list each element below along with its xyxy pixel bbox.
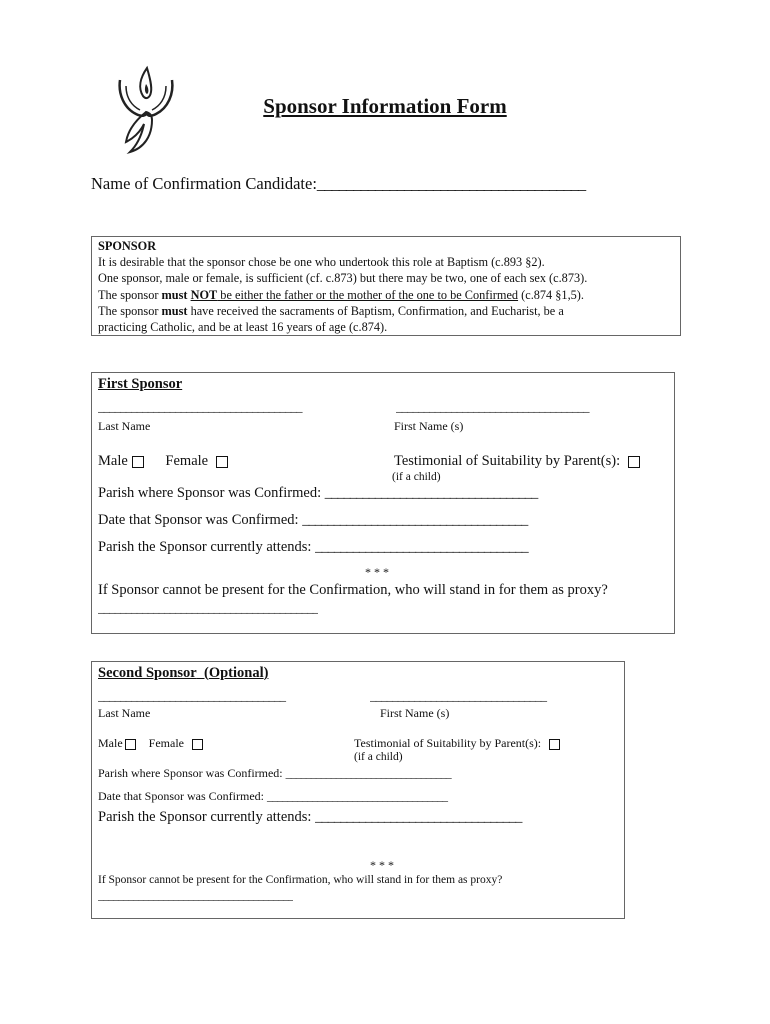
date-confirmed-label: Date that Sponsor was Confirmed: bbox=[98, 789, 264, 803]
parish-confirmed-input[interactable]: _________________________________ bbox=[285, 766, 451, 780]
date-confirmed-field bbox=[98, 789, 447, 804]
requirement-line: The sponsor must have received the sacraments of Baptism, Confirmation, and Eucharist, be a bbox=[98, 303, 564, 318]
page-title: Sponsor Information Form bbox=[263, 94, 507, 118]
female-checkbox[interactable] bbox=[192, 739, 203, 750]
testimonial-checkbox[interactable] bbox=[549, 739, 560, 750]
male-label: Male bbox=[98, 736, 123, 750]
parish-attends-field bbox=[98, 809, 521, 826]
second-sponsor-gender-row bbox=[98, 736, 203, 751]
first-sponsor-last-name-input[interactable]: _____________________________________ bbox=[98, 399, 302, 414]
last-name-label: Last Name bbox=[98, 419, 151, 433]
requirement-line: The sponsor must NOT be either the father or the mother of the one to be Confirmed (c.874 §1,5). bbox=[98, 287, 584, 302]
proxy-input[interactable]: _______________________________________ bbox=[98, 888, 293, 902]
if-child-note: (if a child) bbox=[392, 471, 441, 483]
first-name-label: First Name (s) bbox=[380, 706, 450, 720]
parish-confirmed-field bbox=[98, 485, 537, 502]
proxy-question: If Sponsor cannot be present for the Confirmation, who will stand in for them as proxy? bbox=[98, 874, 503, 886]
parish-confirmed-input[interactable]: __________________________________ bbox=[324, 485, 538, 501]
parish-confirmed-label: Parish where Sponsor was Confirmed: bbox=[98, 766, 283, 780]
date-confirmed-input[interactable]: ____________________________________ bbox=[302, 512, 528, 528]
first-name-label: First Name (s) bbox=[394, 419, 464, 433]
male-checkbox[interactable] bbox=[125, 739, 136, 750]
requirement-line: One sponsor, male or female, is sufficient (cf. c.873) but there may be two, one of each sex (c.873). bbox=[98, 271, 588, 286]
section-separator-stars: * * * bbox=[365, 565, 389, 579]
candidate-name-label: Name of Confirmation Candidate: bbox=[91, 174, 317, 193]
proxy-input[interactable]: ________________________________________ bbox=[98, 600, 318, 615]
date-confirmed-label: Date that Sponsor was Confirmed: bbox=[98, 512, 299, 528]
requirement-line: It is desirable that the sponsor chose be one who undertook this role at Baptism (c.893 §2). bbox=[98, 255, 545, 270]
sponsor-requirements-heading: SPONSOR bbox=[98, 239, 157, 253]
date-confirmed-input[interactable]: ____________________________________ bbox=[266, 789, 447, 803]
female-label: Female bbox=[148, 736, 184, 750]
first-sponsor-heading: First Sponsor bbox=[98, 376, 183, 392]
parish-attends-field bbox=[98, 539, 528, 556]
requirement-line: practicing Catholic, and be at least 16 years of age (c.874). bbox=[98, 320, 388, 335]
second-sponsor-heading: Second Sponsor (Optional) bbox=[98, 665, 269, 681]
female-checkbox[interactable] bbox=[216, 456, 228, 468]
if-child-note: (if a child) bbox=[354, 751, 403, 763]
parish-attends-label: Parish the Sponsor currently attends: bbox=[98, 809, 312, 825]
female-label: Female bbox=[165, 453, 209, 469]
parish-attends-input[interactable]: __________________________________ bbox=[315, 539, 528, 555]
section-separator-stars: * * * bbox=[370, 858, 394, 872]
male-checkbox[interactable] bbox=[132, 456, 144, 468]
candidate-name-blank[interactable]: _____________________________________ bbox=[316, 174, 586, 193]
testimonial-row bbox=[394, 453, 640, 470]
date-confirmed-field bbox=[98, 512, 527, 529]
parish-confirmed-label: Parish where Sponsor was Confirmed: bbox=[98, 485, 322, 501]
first-sponsor-section bbox=[91, 372, 675, 634]
second-sponsor-section bbox=[91, 661, 625, 919]
proxy-question: If Sponsor cannot be present for the Confirmation, who will stand in for them as proxy? bbox=[98, 582, 608, 598]
parish-attends-label: Parish the Sponsor currently attends: bbox=[98, 539, 312, 555]
sponsor-requirements-box bbox=[91, 236, 681, 336]
testimonial-checkbox[interactable] bbox=[628, 456, 640, 468]
candidate-name-field[interactable] bbox=[91, 174, 585, 194]
first-sponsor-gender-row bbox=[98, 453, 228, 470]
testimonial-label: Testimonial of Suitability by Parent(s): bbox=[354, 736, 542, 750]
testimonial-row bbox=[354, 736, 560, 751]
testimonial-label: Testimonial of Suitability by Parent(s): bbox=[394, 453, 621, 469]
parish-confirmed-field bbox=[98, 766, 451, 781]
second-sponsor-first-name-input[interactable]: ________________________________ bbox=[370, 688, 546, 703]
second-sponsor-last-name-input[interactable]: __________________________________ bbox=[98, 688, 285, 703]
male-label: Male bbox=[98, 453, 128, 469]
parish-attends-input[interactable]: _________________________________ bbox=[315, 809, 522, 825]
last-name-label: Last Name bbox=[98, 706, 151, 720]
first-sponsor-first-name-input[interactable]: ___________________________________ bbox=[396, 399, 589, 414]
